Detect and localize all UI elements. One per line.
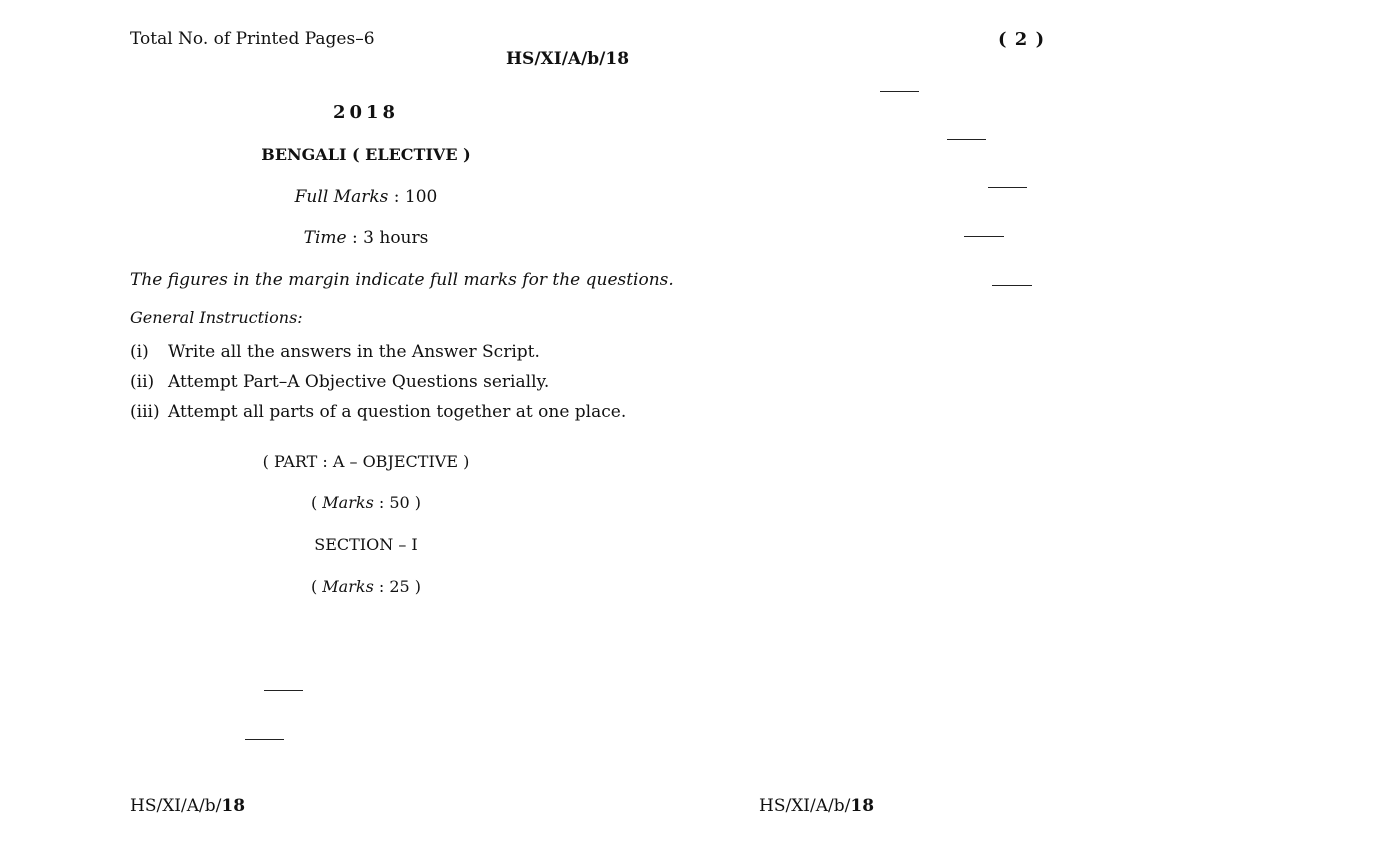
instruction-text: Attempt all parts of a question together at one place. (168, 402, 627, 422)
left-footer-code (130, 796, 245, 816)
right-footer-code (759, 796, 874, 816)
footer-code-year: 18 (850, 796, 875, 816)
instruction-number: (ii) (130, 372, 155, 392)
instructions-heading: General Instructions: (130, 308, 303, 327)
paper-code: HS/XI/A/b/18 (506, 49, 630, 69)
section-marks (130, 577, 602, 596)
separator-rule (964, 236, 1004, 237)
separator-rule (992, 285, 1032, 286)
printed-pages-count: Total No. of Printed Pages–6 (130, 29, 375, 49)
instruction-item (130, 342, 540, 362)
footer-code-prefix: HS/XI/A/b/ (130, 796, 222, 816)
separator-rule (264, 690, 303, 691)
time-value: : 3 hours (352, 228, 429, 248)
instruction-number: (i) (130, 342, 149, 362)
part-a-title: ( PART : A – OBJECTIVE ) (262, 452, 470, 471)
full-marks (130, 187, 602, 207)
instruction-item (130, 402, 626, 422)
footer-code-prefix: HS/XI/A/b/ (759, 796, 851, 816)
part-a-marks (130, 493, 602, 512)
section-marks-open: ( (310, 577, 323, 596)
exam-time (130, 228, 602, 248)
full-marks-label: Full Marks (294, 187, 389, 207)
instruction-item (130, 372, 549, 392)
instruction-text: Write all the answers in the Answer Script. (168, 342, 540, 362)
part-a-marks-open: ( (310, 493, 323, 512)
section-marks-value: : 25 ) (373, 577, 422, 596)
instruction-text: Attempt Part–A Objective Questions serially. (168, 372, 550, 392)
section-marks-label: Marks (322, 577, 374, 596)
separator-rule (988, 187, 1027, 188)
full-marks-value: : 100 (393, 187, 438, 207)
subject-title: BENGALI ( ELECTIVE ) (261, 145, 471, 164)
part-a-marks-value: : 50 ) (373, 493, 422, 512)
footer-code-year: 18 (221, 796, 246, 816)
exam-year: 2018 (332, 102, 400, 123)
time-label: Time (303, 228, 347, 248)
separator-rule (947, 139, 986, 140)
page-number: ( 2 ) (998, 29, 1046, 50)
part-a-marks-label: Marks (322, 493, 374, 512)
instruction-number: (iii) (130, 402, 160, 422)
section-title: SECTION – I (314, 535, 418, 554)
separator-rule (245, 739, 284, 740)
margin-note: The figures in the margin indicate full marks for the questions. (130, 270, 674, 290)
separator-rule (880, 91, 919, 92)
